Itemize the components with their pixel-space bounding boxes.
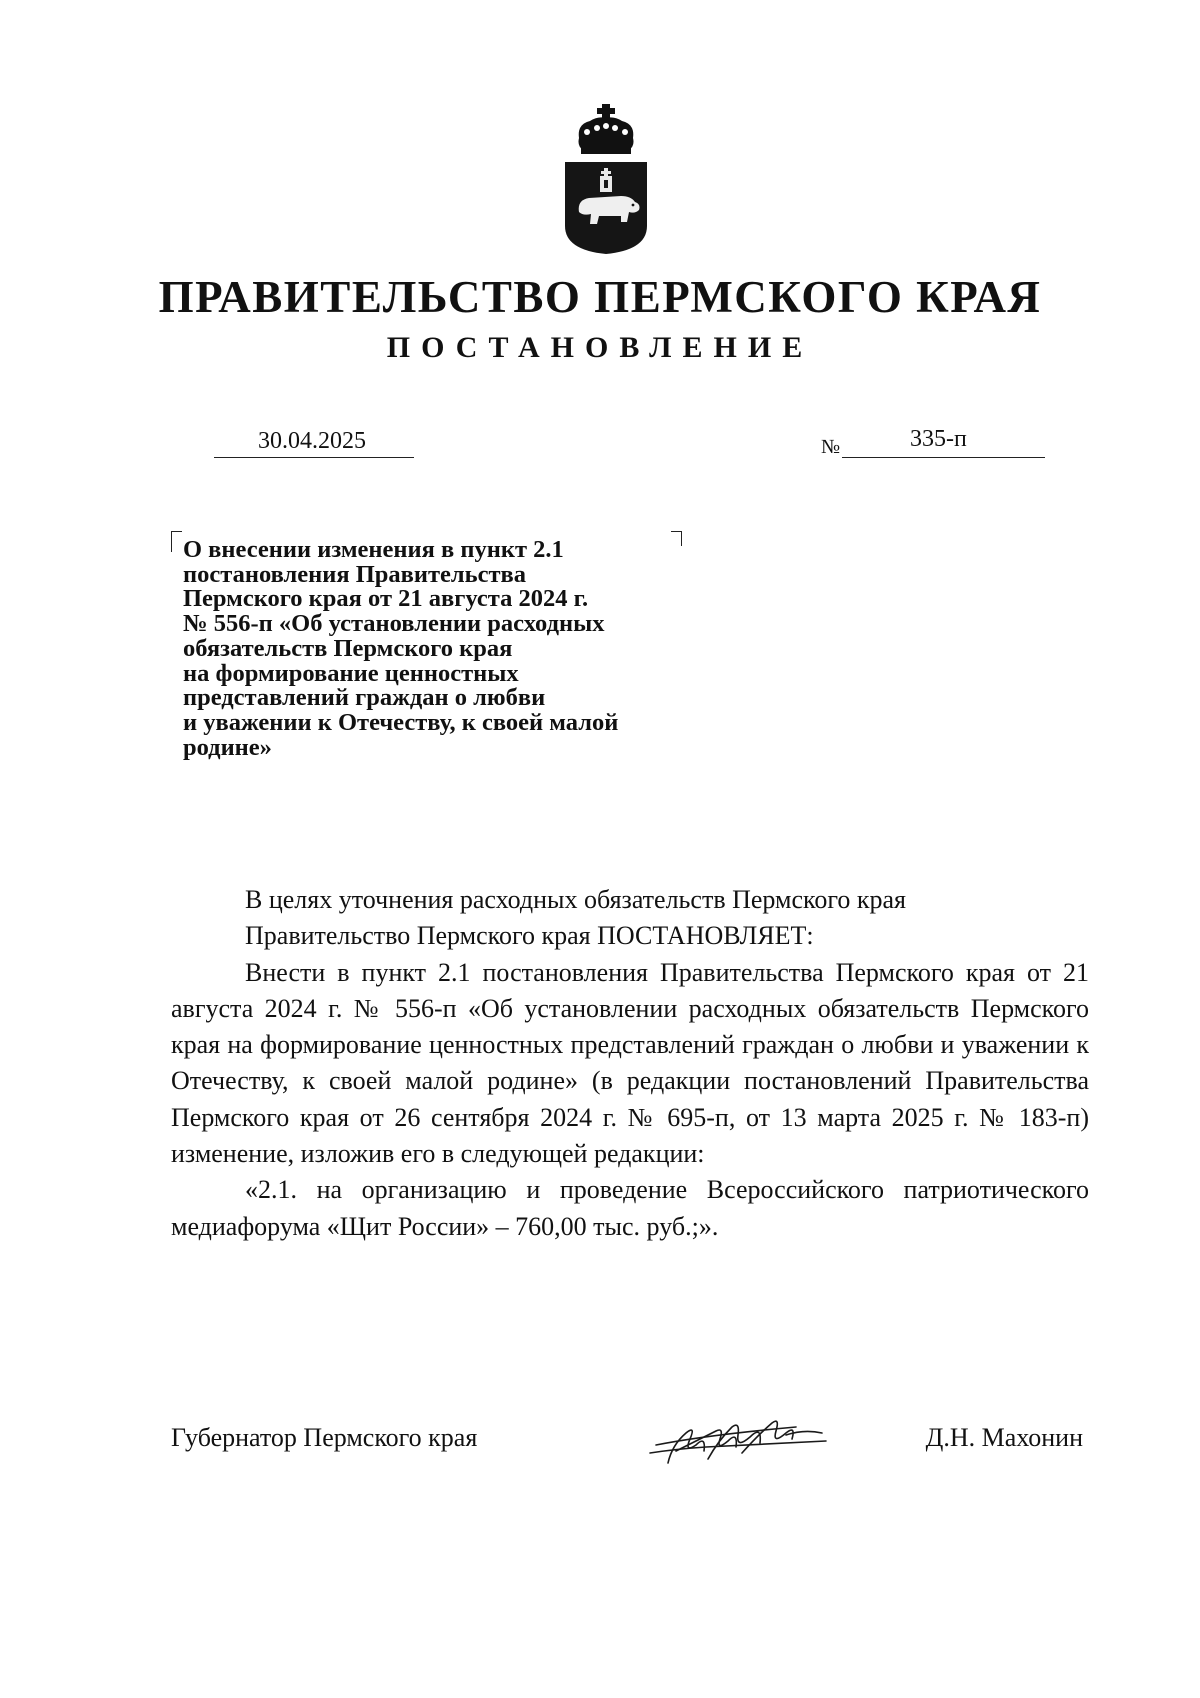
subject-line: на формирование ценностных xyxy=(183,659,519,687)
subject-line: обязательств Пермского края xyxy=(183,634,513,662)
subject-line: № 556-п «Об установлении расходных xyxy=(183,610,605,638)
subject-line: представлений граждан о любви xyxy=(183,684,546,712)
subject-line: и уважении к Отечеству, к своей малой xyxy=(183,708,619,736)
document-date: 30.04.2025 xyxy=(258,428,366,454)
body-paragraph: Внести в пункт 2.1 постановления Правительства Пермского края от 21 августа 2024 г. № 556-п «Об установлении расходных обязательств Пермского края на формирование ценностных представлений граждан о любви и уважении к Отечеству, к своей малой родине» (в редакции постановлений Правительства Пермского края от 26 сентября 2024 г. № 695-п, от 13 марта 2025 г. № 183-п) изменение, изложив его в следующей редакции: xyxy=(171,957,1089,1169)
document-number: 335-п xyxy=(910,426,967,452)
subject-line: Пермского края от 21 августа 2024 г. xyxy=(183,585,589,613)
subject-line: О внесении изменения в пункт 2.1 xyxy=(183,536,564,563)
subject-line: родине» xyxy=(183,733,272,761)
body-paragraph: Правительство Пермского края ПОСТАНОВЛЯЕТ: xyxy=(245,921,814,951)
document-body xyxy=(171,882,1089,1245)
number-label: № xyxy=(821,436,841,458)
signatory-name: Д.Н. Махонин xyxy=(925,1423,1083,1452)
handwritten-signature-icon xyxy=(646,1405,831,1471)
subject-corner-left xyxy=(171,531,182,552)
body-paragraph: «2.1. на организацию и проведение Всероссийского патриотического медиафорума «Щит России» – 760,00 тыс. руб.;». xyxy=(171,1175,1089,1241)
government-title: ПРАВИТЕЛЬСТВО ПЕРМСКОГО КРАЯ xyxy=(158,272,1042,322)
document-type: ПОСТАНОВЛЕНИЕ xyxy=(386,331,814,364)
coat-of-arms-icon xyxy=(563,104,649,254)
signature-block xyxy=(171,1419,1089,1479)
signatory-title: Губернатор Пермского края xyxy=(171,1423,478,1452)
document-subject xyxy=(183,538,723,760)
body-paragraph: В целях уточнения расходных обязательств Пермского края xyxy=(245,885,906,914)
subject-line: постановления Правительства xyxy=(183,560,526,588)
